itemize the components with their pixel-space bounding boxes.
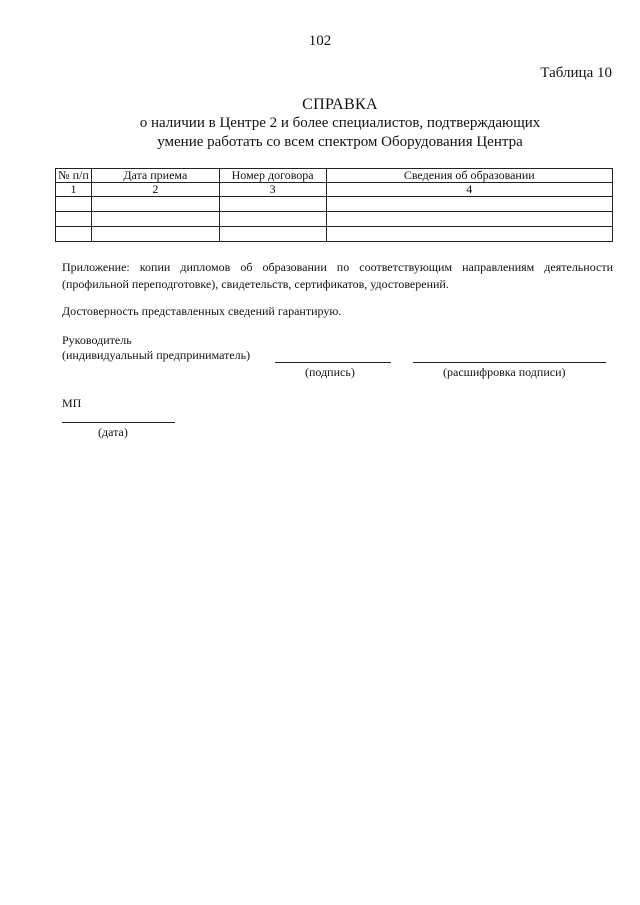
table-cell [56,197,92,212]
decoding-caption: (расшифровка подписи) [443,365,566,379]
table-cell: 1 [56,183,92,197]
guarantee-text: Достоверность представленных сведений гарантирую. [62,304,342,318]
document-subtitle-line1: о наличии в Центре 2 и более специалистов, подтверждающих [139,115,541,131]
table-header-row [56,169,613,183]
table-cell [91,197,219,212]
table-cell [56,212,92,227]
head-label [62,333,250,363]
page-number: 102 [308,33,332,49]
signature-decoding-line [413,362,606,363]
table-cell [326,212,612,227]
document-subtitle-line2: умение работать со всем спектром Оборудования Центра [157,134,523,150]
header-number: № п/п [56,169,92,183]
specialists-table [55,168,613,242]
header-education-info: Сведения об образовании [326,169,612,183]
table-cell: 4 [326,183,612,197]
head-label-line2: (индивидуальный предприниматель) [62,348,251,362]
table-cell [219,227,326,242]
signature-line [275,362,391,363]
stamp-label: МП [62,396,82,410]
table-numbering-row [56,183,613,197]
signature-caption: (подпись) [305,365,355,379]
header-contract-number: Номер договора [219,169,326,183]
header-hire-date: Дата приема [91,169,219,183]
table-cell: 3 [219,183,326,197]
head-label-line1: Руководитель [62,333,132,347]
appendix-text: Приложение: копии дипломов об образовании по соответствующим направлениям деятельности (профильной переподготовке), свидетельств, сертификатов, удостоверений. [62,260,613,291]
title-block [60,95,620,152]
table-cell [91,227,219,242]
table-cell [219,212,326,227]
table-row [56,227,613,242]
table-number: Таблица 10 [540,65,612,81]
table-cell [326,227,612,242]
table-cell [326,197,612,212]
date-line [62,422,175,423]
table-cell [91,212,219,227]
table-cell [56,227,92,242]
date-caption: (дата) [98,425,128,439]
document-title: СПРАВКА [302,96,378,113]
table-row [56,197,613,212]
table-row [56,212,613,227]
table-cell: 2 [91,183,219,197]
table-cell [219,197,326,212]
